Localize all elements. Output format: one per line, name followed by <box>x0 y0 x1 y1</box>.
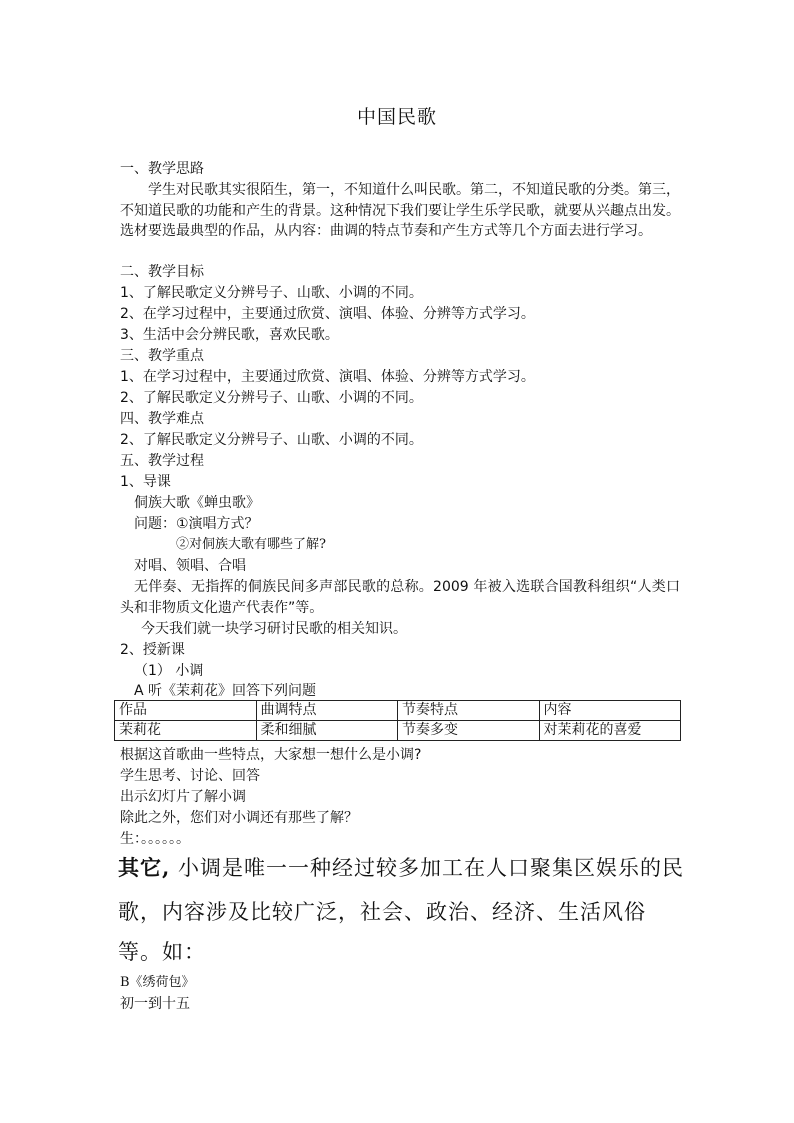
minor-tune-subheading: （1） 小调 <box>134 663 204 679</box>
section-heading-key-points: 三、教学重点 <box>120 348 204 364</box>
objective-item: 3、生活中会分辨民歌，喜欢民歌。 <box>120 327 339 343</box>
table-header-cell: 节奏特点 <box>398 701 540 721</box>
minor-tune-definition-line: 歌，内容涉及比较广泛，社会、政治、经济、生活风俗 <box>118 900 646 924</box>
new-lesson-heading: 2、授新课 <box>120 642 185 658</box>
section-heading-objectives: 二、教学目标 <box>120 264 204 280</box>
section-heading-difficulties: 四、教学难点 <box>120 411 204 427</box>
table-header-cell: 作品 <box>115 701 257 721</box>
key-point-item: 2、了解民歌定义分辨号子、山歌、小调的不同。 <box>120 390 423 406</box>
discussion-line: 学生思考、讨论、回答 <box>120 768 260 784</box>
table-header-cell: 内容 <box>539 701 681 721</box>
today-topic: 今天我们就一块学习研讨民歌的相关知识。 <box>141 621 407 637</box>
definition-lead: 其它, <box>118 855 171 880</box>
minor-tune-definition-line: 等。如： <box>118 940 206 964</box>
key-point-item: 1、在学习过程中，主要通过欣赏、演唱、体验、分辨等方式学习。 <box>120 369 535 385</box>
discussion-line: 生：。。。。。。 <box>120 831 190 847</box>
teaching-idea-paragraph <box>120 180 680 242</box>
discussion-line: 根据这首歌曲一些特点，大家想一想什么是小调? <box>120 747 422 763</box>
listening-task: A 听《茉莉花》回答下列问题 <box>134 683 317 699</box>
objective-item: 1、了解民歌定义分辨号子、山歌、小调的不同。 <box>120 285 423 301</box>
difficulty-item: 2、了解民歌定义分辨号子、山歌、小调的不同。 <box>120 432 423 448</box>
discussion-line: 除此之外，您们对小调还有那些了解？ <box>120 810 358 826</box>
table-cell: 对茉莉花的喜爱 <box>539 721 681 741</box>
song-analysis-table <box>114 700 681 741</box>
objective-item: 2、在学习过程中，主要通过欣赏、演唱、体验、分辨等方式学习。 <box>120 306 535 322</box>
minor-tune-definition-line <box>118 854 684 882</box>
example-lyric-line: 初一到十五 <box>120 996 190 1012</box>
section-heading-process: 五、教学过程 <box>120 453 204 469</box>
question-one: 问题：①演唱方式？ <box>134 516 259 532</box>
dong-song-description <box>120 577 680 618</box>
page-title: 中国民歌 <box>356 106 437 128</box>
discussion-line: 出示幻灯片了解小调 <box>120 789 246 805</box>
table-header-row <box>115 701 681 721</box>
definition-text: 小调是唯一一种经过较多加工在人口聚集区娱乐的民 <box>178 856 684 880</box>
section-heading-teaching-idea: 一、教学思路 <box>120 161 204 177</box>
table-cell: 节奏多变 <box>398 721 540 741</box>
singing-methods-answer: 对唱、领唱、合唱 <box>134 558 246 574</box>
table-cell: 茉莉花 <box>115 721 257 741</box>
table-row <box>115 721 681 741</box>
table-cell: 柔和细腻 <box>256 721 398 741</box>
dong-song-description-text: 无伴奏、无指挥的侗族民间多声部民歌的总称。2009 年被入选联合国教科组织“人类口头和非物质文化遗产代表作”等。 <box>120 579 680 616</box>
example-song: B《绣荷包》 <box>120 975 195 990</box>
question-two: ②对侗族大歌有哪些了解? <box>176 537 326 552</box>
teaching-idea-text: 学生对民歌其实很陌生，第一，不知道什么叫民歌。第二，不知道民歌的分类。第三，不知道民歌的功能和产生的背景。这种情况下我们要让学生乐学民歌，就要从兴趣点出发。选材要选最典型的作品，从内容：曲调的特点节奏和产生方式等几个方面去进行学习。 <box>120 182 680 239</box>
lead-in-heading: 1、导课 <box>120 474 171 490</box>
table-header-cell: 曲调特点 <box>256 701 398 721</box>
lead-in-song: 侗族大歌《蝉虫歌》 <box>134 495 260 511</box>
